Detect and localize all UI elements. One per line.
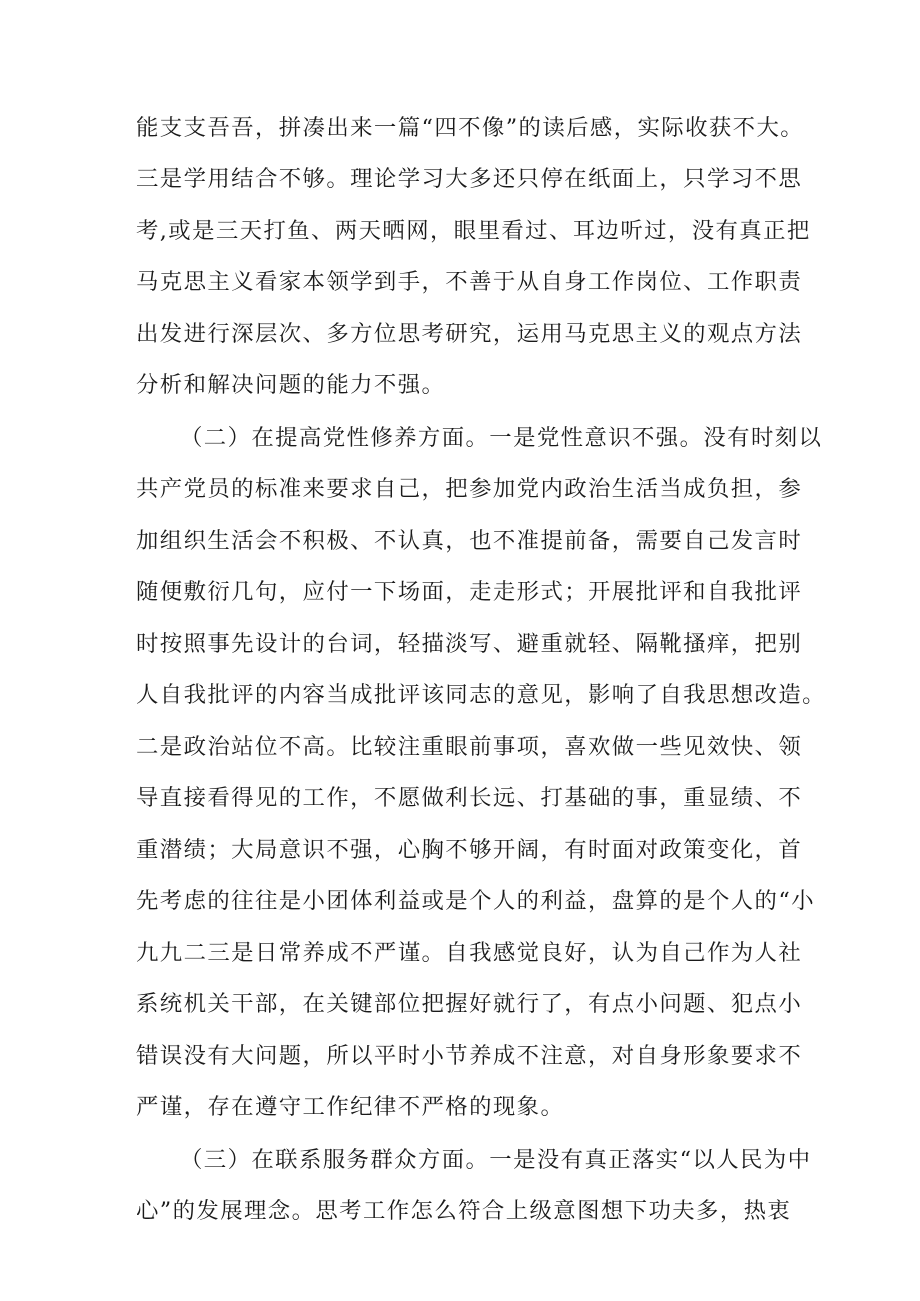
text-line: 九九二三是日常养成不严谨。自我感觉良好，认为自己作为人社 (136, 940, 803, 966)
text-line: 导直接看得见的工作，不愿做利长远、打基础的事，重显绩、不 (136, 785, 803, 811)
text-line: 出发进行深层次、多方位思考研究，运用马克思主义的观点方法 (136, 321, 803, 347)
text-line: 心”的发展理念。思考工作怎么符合上级意图想下功夫多，热衷 (136, 1198, 792, 1224)
text-line: 加组织生活会不积极、不认真，也不准提前备，需要自己发言时 (136, 528, 803, 554)
text-line: 系统机关干部，在关键部位把握好就行了，有点小问题、犯点小 (136, 991, 803, 1017)
text-line: 分析和解决问题的能力不强。 (136, 372, 446, 398)
text-line: 严谨，存在遵守工作纪律不严格的现象。 (136, 1094, 565, 1120)
text-line: 能支支吾吾，拼凑出来一篇“四不像”的读后感，实际收获不大。 (136, 115, 805, 141)
text-line: 马克思主义看家本领学到手，不善于从自身工作岗位、工作职责 (136, 269, 803, 295)
text-line: 错误没有大问题，所以平时小节养成不注意，对自身形象要求不 (136, 1043, 803, 1069)
text-line: 考,或是三天打鱼、两天晒网，眼里看过、耳边听过，没有真正把 (136, 218, 811, 244)
text-line: 重潜绩；大局意识不强，心胸不够开阔，有时面对政策变化，首 (136, 837, 803, 863)
text-line: 共产党员的标准来要求自己，把参加党内政治生活当成负担，参 (136, 476, 803, 502)
text-line: 二是政治站位不高。比较注重眼前事项，喜欢做一些见效快、领 (136, 734, 803, 760)
text-line: 人自我批评的内容当成批评该同志的意见，影响了自我思想改造。 (136, 682, 826, 708)
text-line: 时按照事先设计的台词，轻描淡写、避重就轻、隔靴搔痒，把别 (136, 631, 803, 657)
text-line: 随便敷衍几句，应付一下场面，走走形式；开展批评和自我批评 (136, 579, 803, 605)
paragraph-heading-3: （三）在联系服务群众方面。一是没有真正落实“以人民为中 (180, 1147, 812, 1173)
text-line: 三是学用结合不够。理论学习大多还只停在纸面上，只学习不思 (136, 166, 803, 192)
paragraph-heading-2: （二）在提高党性修养方面。一是党性意识不强。没有时刻以 (180, 425, 823, 451)
text-line: 先考虑的往往是小团体利益或是个人的利益，盘算的是个人的“小 (136, 888, 815, 914)
